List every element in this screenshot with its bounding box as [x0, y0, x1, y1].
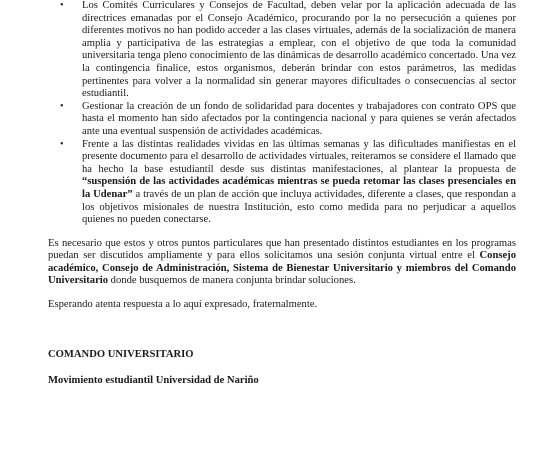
list-item-text-pre: Frente a las distintas realidades vividas en las últimas semanas y las dificultades manifiestas en el presente documento para el desarrollo de actividades virtuales, reiteramos se considere el llamado que ha hecho la base estudiantil desde sus distintas manifestaciones, al plantear la propuesta de	[82, 138, 516, 175]
list-item	[48, 101, 516, 139]
signature-subtitle: Movimiento estudiantil Universidad de Nariño	[48, 375, 259, 387]
paragraph-text-post: donde busquemos de manera conjunta brindar soluciones.	[108, 275, 356, 287]
session-request-paragraph	[48, 238, 516, 288]
paragraph-text-pre: Es necesario que estos y otros puntos particulares que han presentado distintos estudiantes en los programas puedan ser discutidos ampliamente y para ellos solicitamos una sesión conjunta virtual entre el	[48, 237, 516, 262]
list-item	[48, 139, 516, 227]
list-item-text: Los Comités Curriculares y Consejos de Facultad, deben velar por la aplicación adecuada de las directrices emanadas por el Consejo Académico, procurando por la no persecución a quienes por diferentes motivos no han podido acceder a las clases virtuales, además de la socialización de manera amplia y participativa de las estrategias a emplear, con el objetivo de que toda la comunidad universitaria tenga pleno conocimiento de las dinámicas de desarrollo académico concertado. Una vez la contingencia finalice, estos organismos, deberán brindar con estos parámetros, las medidas pertinentes para volver a la normalidad sin generar mayores dificultades o consecuencias al sector estudiantil.	[82, 0, 516, 100]
paragraph-text-bold: Consejo académico, Consejo de Administración, Sistema de Bienestar Universitario y miembros del Comando Universitario	[48, 250, 516, 287]
signature-title: COMANDO UNIVERSITARIO	[48, 348, 194, 360]
bullet-marker: •	[60, 138, 64, 150]
list-item	[48, 0, 516, 101]
bullet-marker: •	[60, 0, 64, 11]
list-item-text-bold: “suspensión de las actividades académicas mientras se pueda retomar las clases presenciales en la Udenar”	[82, 176, 516, 200]
list-item-text-post: a través de un plan de acción que incluya actividades, diferente a clases, que respondan a los objetivos misionales de nuestra Institución, esto como medida para no perjudicar a aquellos quienes no pueden conectarse.	[82, 188, 516, 226]
recommendations-list	[48, 0, 516, 227]
closing-paragraph: Esperando atenta respuesta a lo aquí expresado, fraternalmente.	[48, 299, 318, 311]
list-item-text: Gestionar la creación de un fondo de solidaridad para docentes y trabajadores con contrato OPS que hasta el momento han sido afectados por la contingencia nacional y para quienes se verán afectados ante una eventual suspensión de actividades académicas.	[82, 100, 516, 137]
bullet-marker: •	[60, 100, 64, 112]
